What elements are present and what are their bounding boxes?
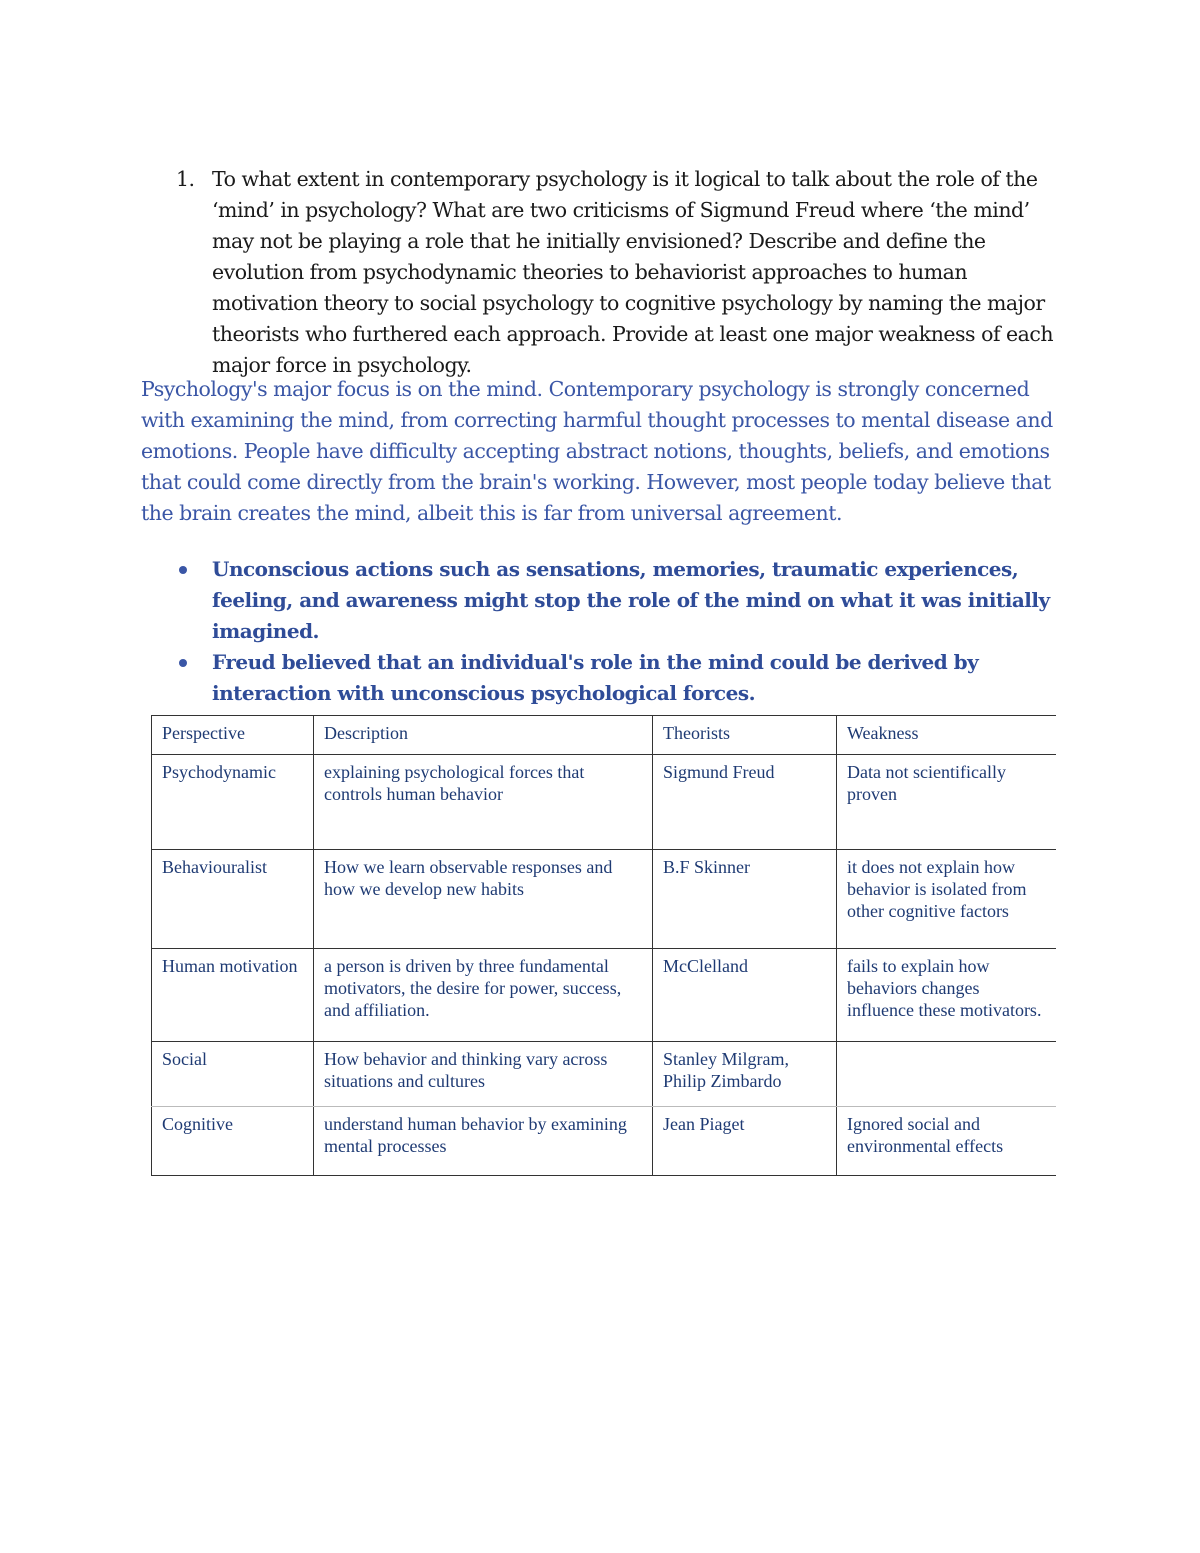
cell-description: a person is driven by three fundamental motivators, the desire for power, success, and affiliation. xyxy=(314,949,653,1042)
cell-perspective: Human motivation xyxy=(152,949,314,1042)
cell-weakness: fails to explain how behaviors changes influence these motivators. xyxy=(837,949,1056,1042)
cell-description: explaining psychological forces that controls human behavior xyxy=(314,755,653,850)
table-row xyxy=(152,755,1056,850)
cell-theorists: B.F Skinner xyxy=(653,850,837,949)
table-row xyxy=(152,949,1056,1042)
cell-perspective: Cognitive xyxy=(152,1107,314,1176)
bullet-icon xyxy=(179,659,187,667)
header-theorists: Theorists xyxy=(653,716,837,755)
list-item xyxy=(176,647,1056,709)
bullet-icon xyxy=(179,566,187,574)
cell-perspective: Social xyxy=(152,1042,314,1107)
list-item xyxy=(176,554,1056,647)
cell-weakness: Ignored social and environmental effects xyxy=(837,1107,1056,1176)
cell-weakness: Data not scientifically proven xyxy=(837,755,1056,850)
cell-weakness xyxy=(837,1042,1056,1107)
cell-weakness: it does not explain how behavior is isolated from other cognitive factors xyxy=(837,850,1056,949)
cell-theorists: Stanley Milgram, Philip Zimbardo xyxy=(653,1042,837,1107)
header-description: Description xyxy=(314,716,653,755)
question-text: To what extent in contemporary psychology is it logical to talk about the role of the ‘mind’ in psychology? What are two criticisms of Sigmund Freud where ‘the mind’ may not be playing a role that he initially envisioned? Describe and define the evolution from psychodynamic theories to behaviorist approaches to human motivation theory to social psychology to cognitive psychology by naming the major theorists who furthered each approach. Provide at least one major weakness of each major force in psychology. xyxy=(212,167,1054,377)
answer-paragraph: Psychology's major focus is on the mind. Contemporary psychology is strongly concerned with examining the mind, from correcting harmful thought processes to mental disease and emotions. People have difficulty accepting abstract notions, thoughts, beliefs, and emotions that could come directly from the brain's working. However, most people today believe that the brain creates the mind, albeit this is far from universal agreement. xyxy=(141,377,1053,525)
table-header-row xyxy=(152,716,1056,755)
bullet-text: Freud believed that an individual's role in the mind could be derived by interaction with unconscious psychological forces. xyxy=(212,650,979,705)
cell-theorists: Sigmund Freud xyxy=(653,755,837,850)
table-row xyxy=(152,850,1056,949)
table-row xyxy=(152,1042,1056,1107)
cell-theorists: McClelland xyxy=(653,949,837,1042)
bullet-text: Unconscious actions such as sensations, memories, traumatic experiences, feeling, and awareness might stop the role of the mind on what it was initially imagined. xyxy=(212,557,1050,643)
cell-description: How we learn observable responses and how we develop new habits xyxy=(314,850,653,949)
cell-perspective: Psychodynamic xyxy=(152,755,314,850)
cell-description: How behavior and thinking vary across situations and cultures xyxy=(314,1042,653,1107)
table-row xyxy=(152,1107,1056,1176)
header-perspective: Perspective xyxy=(152,716,314,755)
question-number: 1. xyxy=(176,167,195,191)
answer-bullet-list xyxy=(176,554,1056,709)
question-block xyxy=(176,164,1056,381)
cell-perspective: Behaviouralist xyxy=(152,850,314,949)
header-weakness: Weakness xyxy=(837,716,1056,755)
perspectives-table xyxy=(151,715,1056,1176)
cell-theorists: Jean Piaget xyxy=(653,1107,837,1176)
cell-description: understand human behavior by examining mental processes xyxy=(314,1107,653,1176)
